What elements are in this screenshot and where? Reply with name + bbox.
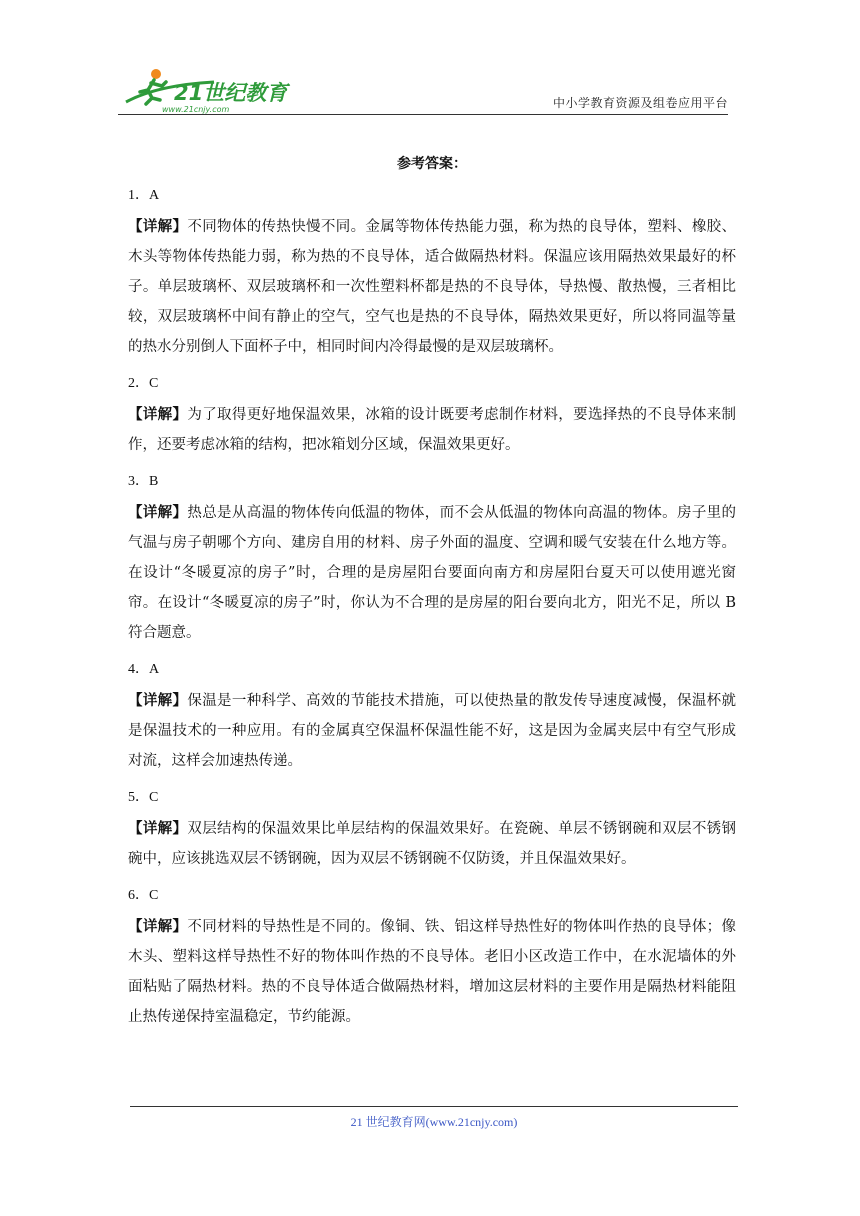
page-footer <box>130 1106 738 1130</box>
answer-explanation <box>128 686 736 776</box>
answer-content <box>128 150 736 1038</box>
detail-tag: 【详解】 <box>128 406 188 423</box>
site-logo[interactable] <box>118 60 298 116</box>
page-title: 参考答案： <box>397 156 467 172</box>
footer-divider <box>130 1106 738 1107</box>
footer-link[interactable]: 21 世纪教育网(www.21cnjy.com) <box>350 1115 518 1129</box>
runner-logo-icon <box>118 60 298 116</box>
detail-text: 热总是从高温的物体传向低温的物体，而不会从低温的物体向高温的物体。房子里的气温与房子朝哪个方向、建房自用的材料、房子外面的温度、空调和暖气安装在什么地方等。在设计“冬暖夏凉的房子”时，合理的是房屋阳台要面向南方和房屋阳台夏天可以使用遮光窗帘。在设计“冬暖夏凉的房子”时，你认为不合理的是房屋的阳台要向北方，阳光不足，所以 B 符合题意。 <box>128 505 737 641</box>
answer-number: 2．C <box>128 376 159 391</box>
detail-text: 不同物体的传热快慢不同。金属等物体传热能力强，称为热的良导体，塑料、橡胶、木头等物体传热能力弱，称为热的不良导体，适合做隔热材料。保温应该用隔热效果最好的杯子。单层玻璃杯、双层玻璃杯和一次性塑料杯都是热的不良导体，导热慢、散热慢，三者相比较，双层玻璃杯中间有静止的空气，空气也是热的不良导体，隔热效果更好，所以将同温等量的热水分别倒人下面杯子中，相同时间内冷得最慢的是双层玻璃杯。 <box>128 219 737 355</box>
detail-tag: 【详解】 <box>128 820 188 837</box>
answer-item <box>128 466 736 648</box>
answer-number: 5．C <box>128 790 159 805</box>
logo-text: 21世纪教育 <box>174 81 288 105</box>
detail-text: 不同材料的导热性是不同的。像铜、铁、铝这样导热性好的物体叫作热的良导体；像木头、塑料这样导热性不好的物体叫作热的不良导体。老旧小区改造工作中，在水泥墙体的外面粘贴了隔热材料。热的不良导体适合做隔热材料，增加这层材料的主要作用是隔热材料能阻止热传递保持室温稳定，节约能源。 <box>128 919 737 1025</box>
answer-item <box>128 368 736 460</box>
answer-explanation <box>128 212 736 362</box>
answer-explanation <box>128 814 736 874</box>
answer-number: 1．A <box>128 188 160 203</box>
answer-explanation <box>128 400 736 460</box>
detail-text: 为了取得更好地保温效果，冰箱的设计既要考虑制作材料，要选择热的不良导体来制作，还要考虑冰箱的结构，把冰箱划分区域，保温效果更好。 <box>128 407 737 453</box>
page-header <box>118 60 728 116</box>
platform-name: 中小学教育资源及组卷应用平台 <box>552 96 728 110</box>
header-divider <box>118 114 728 115</box>
answer-item <box>128 782 736 874</box>
detail-text: 双层结构的保温效果比单层结构的保温效果好。在瓷碗、单层不锈钢碗和双层不锈钢碗中，应该挑选双层不锈钢碗，因为双层不锈钢碗不仅防烫，并且保温效果好。 <box>128 821 737 867</box>
detail-tag: 【详解】 <box>128 504 188 521</box>
answer-item <box>128 654 736 776</box>
detail-tag: 【详解】 <box>128 218 188 235</box>
detail-text: 保温是一种科学、高效的节能技术措施，可以使热量的散发传导速度减慢，保温杯就是保温技术的一种应用。有的金属真空保温杯保温性能不好，这是因为金属夹层中有空气形成对流，这样会加速热传递。 <box>128 693 737 769</box>
answer-item <box>128 180 736 362</box>
answer-explanation <box>128 498 736 648</box>
detail-tag: 【详解】 <box>128 918 188 935</box>
answer-item <box>128 880 736 1032</box>
answer-explanation <box>128 912 736 1032</box>
answer-number: 3．B <box>128 474 159 489</box>
answer-number: 4．A <box>128 662 160 677</box>
detail-tag: 【详解】 <box>128 692 188 709</box>
answer-number: 6．C <box>128 888 159 903</box>
logo-url-text: www.21cnjy.com <box>162 105 230 114</box>
